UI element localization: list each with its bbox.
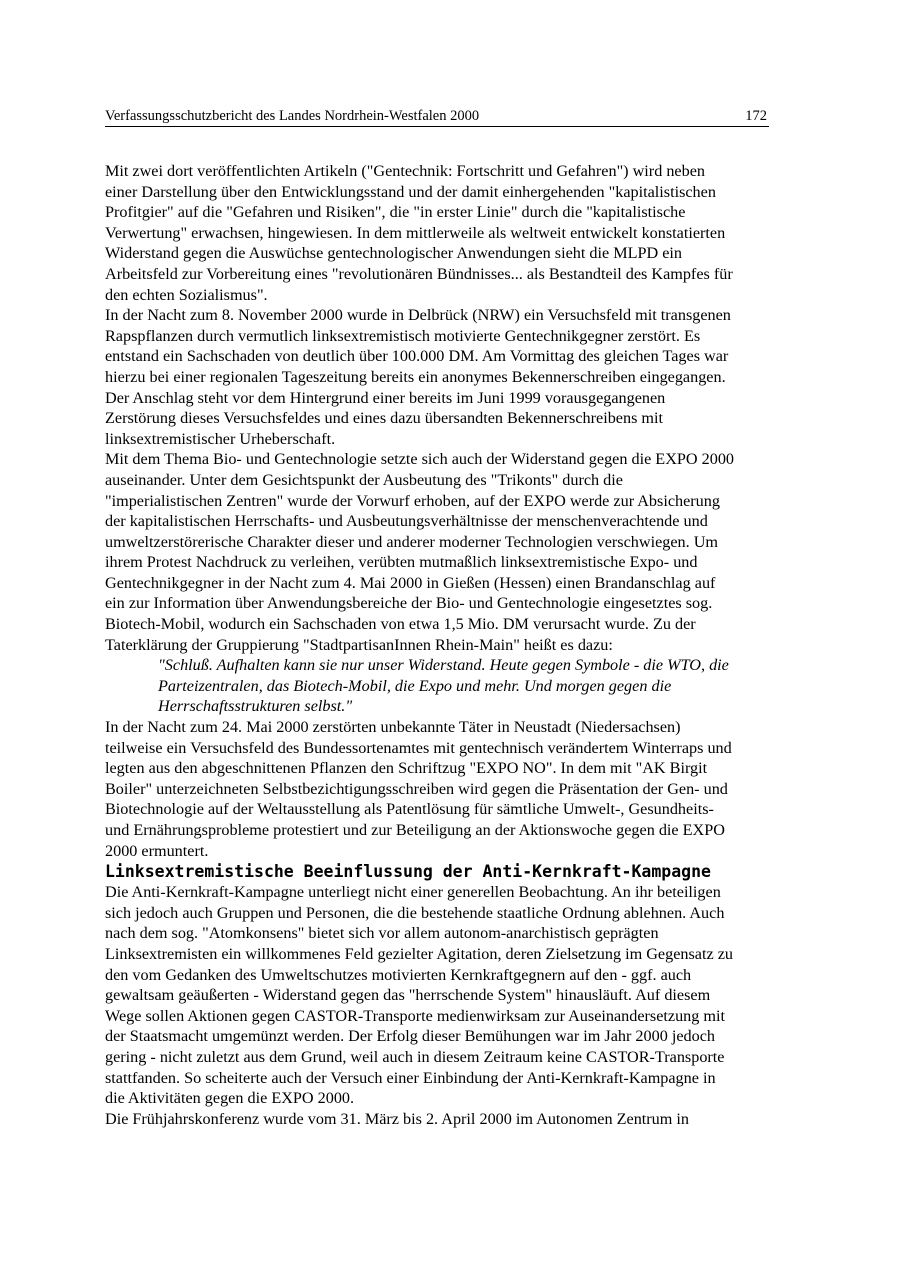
text-line: die Aktivitäten gegen die EXPO 2000. xyxy=(105,1089,355,1108)
quote-line: Herrschaftsstrukturen selbst." xyxy=(158,697,353,716)
text-line: teilweise ein Versuchsfeld des Bundessortenamtes mit gentechnisch verändertem Winterraps und xyxy=(105,738,732,757)
text-line: und Ernährungsprobleme protestiert und zur Beteiligung an der Aktionswoche gegen die EXPO xyxy=(105,821,725,839)
text-line: einer Darstellung über den Entwicklungsstand und der damit einhergehenden "kapitalistischen xyxy=(105,182,716,201)
text-line: Wege sollen Aktionen gegen CASTOR-Transporte medienwirksam zur Auseinandersetzung mit xyxy=(105,1006,726,1025)
text-line: ihrem Protest Nachdruck zu verleihen, verübten mutmaßlich linksextremistische Expo- und xyxy=(105,553,698,572)
block-quote xyxy=(105,655,805,717)
text-line: In der Nacht zum 24. Mai 2000 zerstörten unbekannte Täter in Neustadt (Niedersachsen) xyxy=(105,718,681,737)
text-line: Verwertung" erwachsen, hingewiesen. In dem mittlerweile als weltweit entwickelt konstatierten xyxy=(105,223,726,242)
text-line: Biotechnologie auf der Weltausstellung als Patentlösung für sämtliche Umwelt-, Gesundheits- xyxy=(105,800,714,819)
quote-line: "Schluß. Aufhalten kann sie nur unser Widerstand. Heute gegen Symbole - die WTO, die xyxy=(158,656,729,675)
text-line: nach dem sog. "Atomkonsens" bietet sich vor allem autonom-anarchistisch geprägten xyxy=(105,924,659,943)
text-line: ein zur Information über Anwendungsbereiche der Bio- und Gentechnologie eingesetztes sog. xyxy=(105,594,713,613)
text-line: Arbeitsfeld zur Vorbereitung eines "revolutionären Bündnisses... als Bestandteil des Kampfes für xyxy=(105,264,733,283)
text-line: Zerstörung dieses Versuchsfeldes und eines dazu übersandten Bekennerschreibens mit xyxy=(105,409,664,428)
text-line: legten aus den abgeschnittenen Pflanzen den Schriftzug "EXPO NO". In dem mit "AK Birgit xyxy=(105,759,708,778)
text-line: In der Nacht zum 8. November 2000 wurde in Delbrück (NRW) ein Versuchsfeld mit transgenen xyxy=(105,306,731,325)
text-line: hierzu bei einer regionalen Tageszeitung bereits ein anonymes Bekennerschreiben eingegangen. xyxy=(105,367,726,386)
text-line: Widerstand gegen die Auswüchse gentechnologischer Anwendungen sieht die MLPD ein xyxy=(105,244,683,263)
text-line: Mit dem Thema Bio- und Gentechnologie setzte sich auch der Widerstand gegen die EXPO 2000 xyxy=(105,450,735,469)
text-line: entstand ein Sachschaden von deutlich über 100.000 DM. Am Vormittag des gleichen Tages war xyxy=(105,347,729,366)
section-heading: Linksextremistische Beeinflussung der Anti-Kernkraft-Kampagne xyxy=(105,862,711,882)
text-line: "imperialistischen Zentren" wurde der Vorwurf erhoben, auf der EXPO werde zur Absicherung xyxy=(105,491,720,510)
text-line: 2000 ermuntert. xyxy=(105,841,209,860)
text-line: gering - nicht zuletzt aus dem Grund, weil auch in diesem Zeitraum keine CASTOR-Transporte xyxy=(105,1047,725,1066)
text-line: Profitgier" auf die "Gefahren und Risiken", die "in erster Linie" durch die "kapitalistische xyxy=(105,203,686,222)
text-line: Die Anti-Kernkraft-Kampagne unterliegt nicht einer generellen Beobachtung. An ihr beteiligen xyxy=(105,883,721,902)
text-line: Die Frühjahrskonferenz wurde vom 31. März bis 2. April 2000 im Autonomen Zentrum in xyxy=(105,1109,689,1128)
text-line: der kapitalistischen Herrschafts- und Ausbeutungsverhältnisse der menschenverachtende und xyxy=(105,512,708,531)
text-block-c xyxy=(105,882,805,1129)
text-line: Der Anschlag steht vor dem Hintergrund einer bereits im Juni 1999 vorausgegangenen xyxy=(105,388,666,407)
text-line: stattfanden. So scheiterte auch der Versuch einer Einbindung der Anti-Kernkraft-Kampagne in xyxy=(105,1068,716,1087)
text-block-b xyxy=(105,717,805,861)
text-line: gewaltsam geäußerten - Widerstand gegen das "herrschende System" hinausläuft. Auf diesem xyxy=(105,986,711,1005)
body-text xyxy=(105,161,805,1129)
text-line: Taterklärung der Gruppierung "StadtpartisanInnen Rhein-Main" heißt es dazu: xyxy=(105,635,613,654)
text-line: den vom Gedanken des Umweltschutzes motivierten Kernkraftgegnern auf den - ggf. auch xyxy=(105,965,692,984)
text-line: Rapspflanzen durch vermutlich linksextremistisch motivierte Gentechnikgegner zerstört. Es xyxy=(105,326,701,345)
text-line: der Staatsmacht umgemünzt werden. Der Erfolg dieser Bemühungen war im Jahr 2000 jedoch xyxy=(105,1027,715,1046)
text-line: Gentechnikgegner in der Nacht zum 4. Mai 2000 in Gießen (Hessen) einen Brandanschlag auf xyxy=(105,573,716,592)
text-line: auseinander. Unter dem Gesichtspunkt der Ausbeutung des "Trikonts" durch die xyxy=(105,470,623,489)
text-line: Biotech-Mobil, wodurch ein Sachschaden von etwa 1,5 Mio. DM verursacht wurde. Zu der xyxy=(105,615,696,634)
page-header xyxy=(105,107,769,127)
page-number: 172 xyxy=(745,108,767,124)
quote-line: Parteizentralen, das Biotech-Mobil, die Expo und mehr. Und morgen gegen die xyxy=(158,676,672,695)
document-page xyxy=(105,107,769,1129)
text-line: Boiler" unterzeichneten Selbstbezichtigungsschreiben wird gegen die Präsentation der Gen- und xyxy=(105,779,728,798)
header-title: Verfassungsschutzbericht des Landes Nordrhein-Westfalen 2000 xyxy=(105,108,480,124)
text-line: den echten Sozialismus". xyxy=(105,285,268,304)
text-line: Linksextremisten ein willkommenes Feld gezielter Agitation, deren Zielsetzung im Gegensatz zu xyxy=(105,944,733,963)
text-line: sich jedoch auch Gruppen und Personen, die die bestehende staatliche Ordnung ablehnen. Auch xyxy=(105,903,725,922)
text-line: linksextremistischer Urheberschaft. xyxy=(105,429,336,448)
text-line: Mit zwei dort veröffentlichten Artikeln ("Gentechnik: Fortschritt und Gefahren") wird neben xyxy=(105,162,705,180)
text-line: umweltzerstörerische Charakter dieser und anderer moderner Technologien verschwiegen. Um xyxy=(105,532,718,551)
text-block-a xyxy=(105,161,805,655)
